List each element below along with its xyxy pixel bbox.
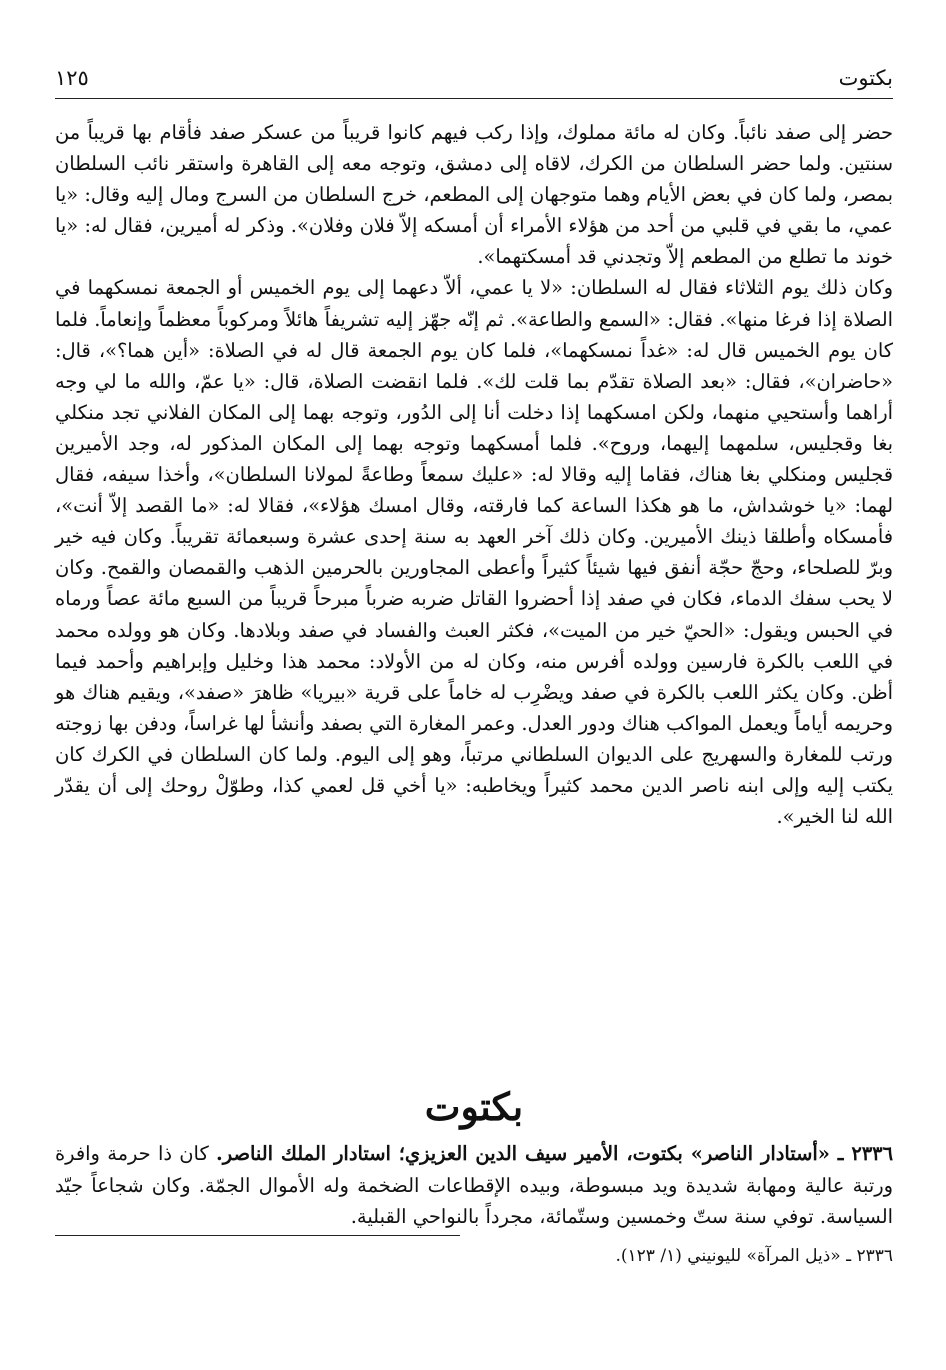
running-head [55,56,893,90]
main-text [55,117,893,832]
book-page [55,0,893,1370]
footnote-rule [55,1235,460,1236]
paragraph: وكان ذلك يوم الثلاثاء فقال له السلطان: «لا يا عمي، ألاّ دعهما إلى يوم الخميس أو الجمعة نمسكهما في الصلاة إذا فرغا منها». فقال: «السمع والطاعة». ثم إنّه جهّز إليه تشريفاً هائلاً ومركوباً معظماً وإنعاماً. فلما كان يوم الخميس قال له: «غداً نمسكهما»، فلما كان يوم الجمعة قال له في الصلاة: «أين هما؟»، قال: «حاضران»، فقال: «بعد الصلاة تقدّم بما قلت لك». فلما انقضت الصلاة، قال: «يا عمّ، والله ما لي وجه أراهما وأستحيي منهما، ولكن امسكهما إذا دخلت أنا إلى الدُور، وتوجه بهما إلى المكان الفلاني تجد منكلي بغا وقجليس، سلمهما إليهما، وروح». فلما أمسكهما وتوجه بهما إلى المكان المذكور له، وجد الأميرين قجليس ومنكلي بغا هناك، فقاما إليه وقالا له: «عليك سمعاً وطاعةً لمولانا السلطان»، وأخذا سيفه، فقال لهما: «يا خوشداش، ما هو هكذا الساعة كما فارقته، وقال امسك هؤلاء»، فقالا له: «ما القصد إلاّ أنت»، فأمسكاه وأطلقا ذينك الأميرين. وكان ذلك آخر العهد به سنة إحدى عشرة وسبعمائة تقريباً. وكان فيه خير وبرّ للصلحاء، وحجّ حجّة أنفق فيها شيئاً كثيراً وأعطى المجاورين بالحرمين الذهب والقمصان والقمح. وكان لا يحب سفك الدماء، فكان في صفد إذا أحضروا القاتل ضربه ضرباً مبرحاً قريباً من السبع مائة عصاً ورماه في الحبس ويقول: «الحيّ خير من الميت»، فكثر العبث والفساد في صفد وبلادها. وكان هو وولده محمد في اللعب بالكرة فارسين وولده أفرس منه، وكان له من الأولاد: محمد هذا وخليل وإبراهيم وأحمد فيما أظن. وكان يكثر اللعب بالكرة في صفد ويضْرِب له خاماً على قرية «بيريا» ظاهرَ «صفد»، ويقيم هناك هو وحريمه أياماً ويعمل المواكب هناك ودور العدل. وعمر المغارة التي بصفد وأنشأ لها غراساً، ودفن بها زوجته ورتب للمغارة والسهريج على الديوان السلطاني مرتباً، وهو إلى اليوم. ولما كان السلطان في الكرك كان يكتب إليه وإلى ابنه ناصر الدين محمد كثيراً ويخاطبه: «يا أخي قل لعمي كذا، وطوّلْ روحك إلى أن يقدّر الله لنا الخير». [55,276,893,829]
entry-title: ٢٣٣٦ ـ «أستادار الناصر» بكتوت، الأمير سيف الدين العزيزي؛ استادار الملك الناصر. [216,1142,894,1165]
running-head-title: بكتوت [838,66,893,90]
biography-entry [55,1138,893,1233]
section-heading: بكتوت [424,1084,524,1129]
header-rule [55,98,893,99]
page-number: ١٢٥ [55,66,89,90]
entry-text: كان ذا حرمة وافرة ورتبة عالية ومهابة شديدة ويد مبسوطة، وبيده الإقطاعات الضخمة وله الأموال الجمّة. وكان شجاعاً جيّد السياسة. توفي سنة ستّ وخمسين وستّمائة، مجرداً بالنواحي القبلية. [55,1142,893,1229]
paragraph: حضر إلى صفد نائباً. وكان له مائة مملوك، وإذا ركب فيهم كانوا قريباً من عسكر صفد فأقام بها قريباً من سنتين. ولما حضر السلطان من الكرك، لاقاه إلى دمشق، وتوجه معه إلى القاهرة واستقر نائب السلطان بمصر، ولما كان في بعض الأيام وهما متوجهان إلى المطعم، خرج السلطان من السرج ومال إليه وقال: «يا عمي، ما بقي في قلبي من أحد من هؤلاء الأمراء أن أمسكه إلاّ فلان وفلان». وذكر له أميرين، فقال له: «يا خوند ما تطلع من المطعم إلاّ وتجدني قد أمسكتهما». [55,121,893,269]
footnote: ٢٣٣٦ ـ «ذيل المرآة» لليونيني (١/ ١٢٣). [615,1246,893,1266]
